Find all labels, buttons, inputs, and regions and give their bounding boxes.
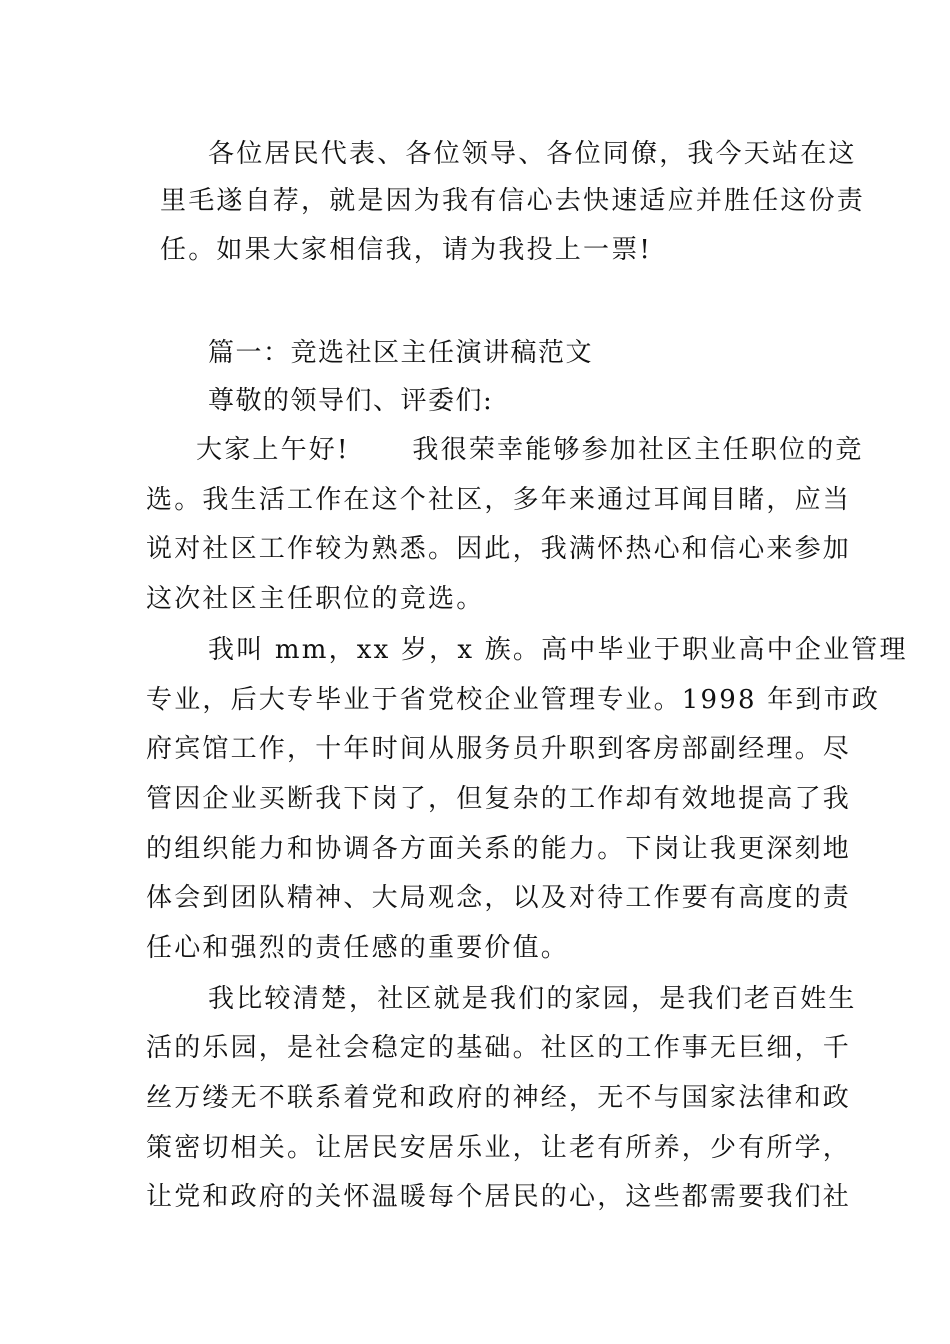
text-line: 管因企业买断我下岗了，但复杂的工作却有效地提高了我 xyxy=(146,784,852,814)
text-line: 让党和政府的关怀温暖每个居民的心，这些都需要我们社 xyxy=(146,1182,852,1212)
text-line: 我叫 mm，xx 岁，x 族。高中毕业于职业高中企业管理 xyxy=(208,635,908,665)
text-line: 选。我生活工作在这个社区，多年来通过耳闻目睹，应当 xyxy=(146,485,852,515)
text-line: 策密切相关。让居民安居乐业，让老有所养，少有所学， xyxy=(146,1133,852,1163)
text-line: 里毛遂自荐，就是因为我有信心去快速适应并胜任这份责 xyxy=(160,186,866,216)
text-line: 专业，后大专毕业于省党校企业管理专业。1998 年到市政 xyxy=(146,685,881,715)
text-line: 活的乐园，是社会稳定的基础。社区的工作事无巨细，千 xyxy=(146,1033,852,1063)
text-line: 任心和强烈的责任感的重要价值。 xyxy=(146,933,570,963)
text-line: 任。如果大家相信我，请为我投上一票! xyxy=(160,235,653,265)
text-line: 大家上午好! 我很荣幸能够参加社区主任职位的竞 xyxy=(196,435,864,465)
text-line: 府宾馆工作，十年时间从服务员升职到客房部副经理。尽 xyxy=(146,734,852,764)
text-line: 的组织能力和协调各方面关系的能力。下岗让我更深刻地 xyxy=(146,834,852,864)
text-line: 丝万缕无不联系着党和政府的神经，无不与国家法律和政 xyxy=(146,1083,852,1113)
section-title: 篇一：竞选社区主任演讲稿范文 xyxy=(208,338,594,368)
text-line: 这次社区主任职位的竞选。 xyxy=(146,584,485,614)
text-line: 各位居民代表、各位领导、各位同僚，我今天站在这 xyxy=(208,139,857,169)
text-line: 我比较清楚，社区就是我们的家园，是我们老百姓生 xyxy=(208,984,857,1014)
text-line: 体会到团队精神、大局观念，以及对待工作要有高度的责 xyxy=(146,883,852,913)
text-line: 说对社区工作较为熟悉。因此，我满怀热心和信心来参加 xyxy=(146,534,852,564)
salutation: 尊敬的领导们、评委们: xyxy=(208,386,494,416)
